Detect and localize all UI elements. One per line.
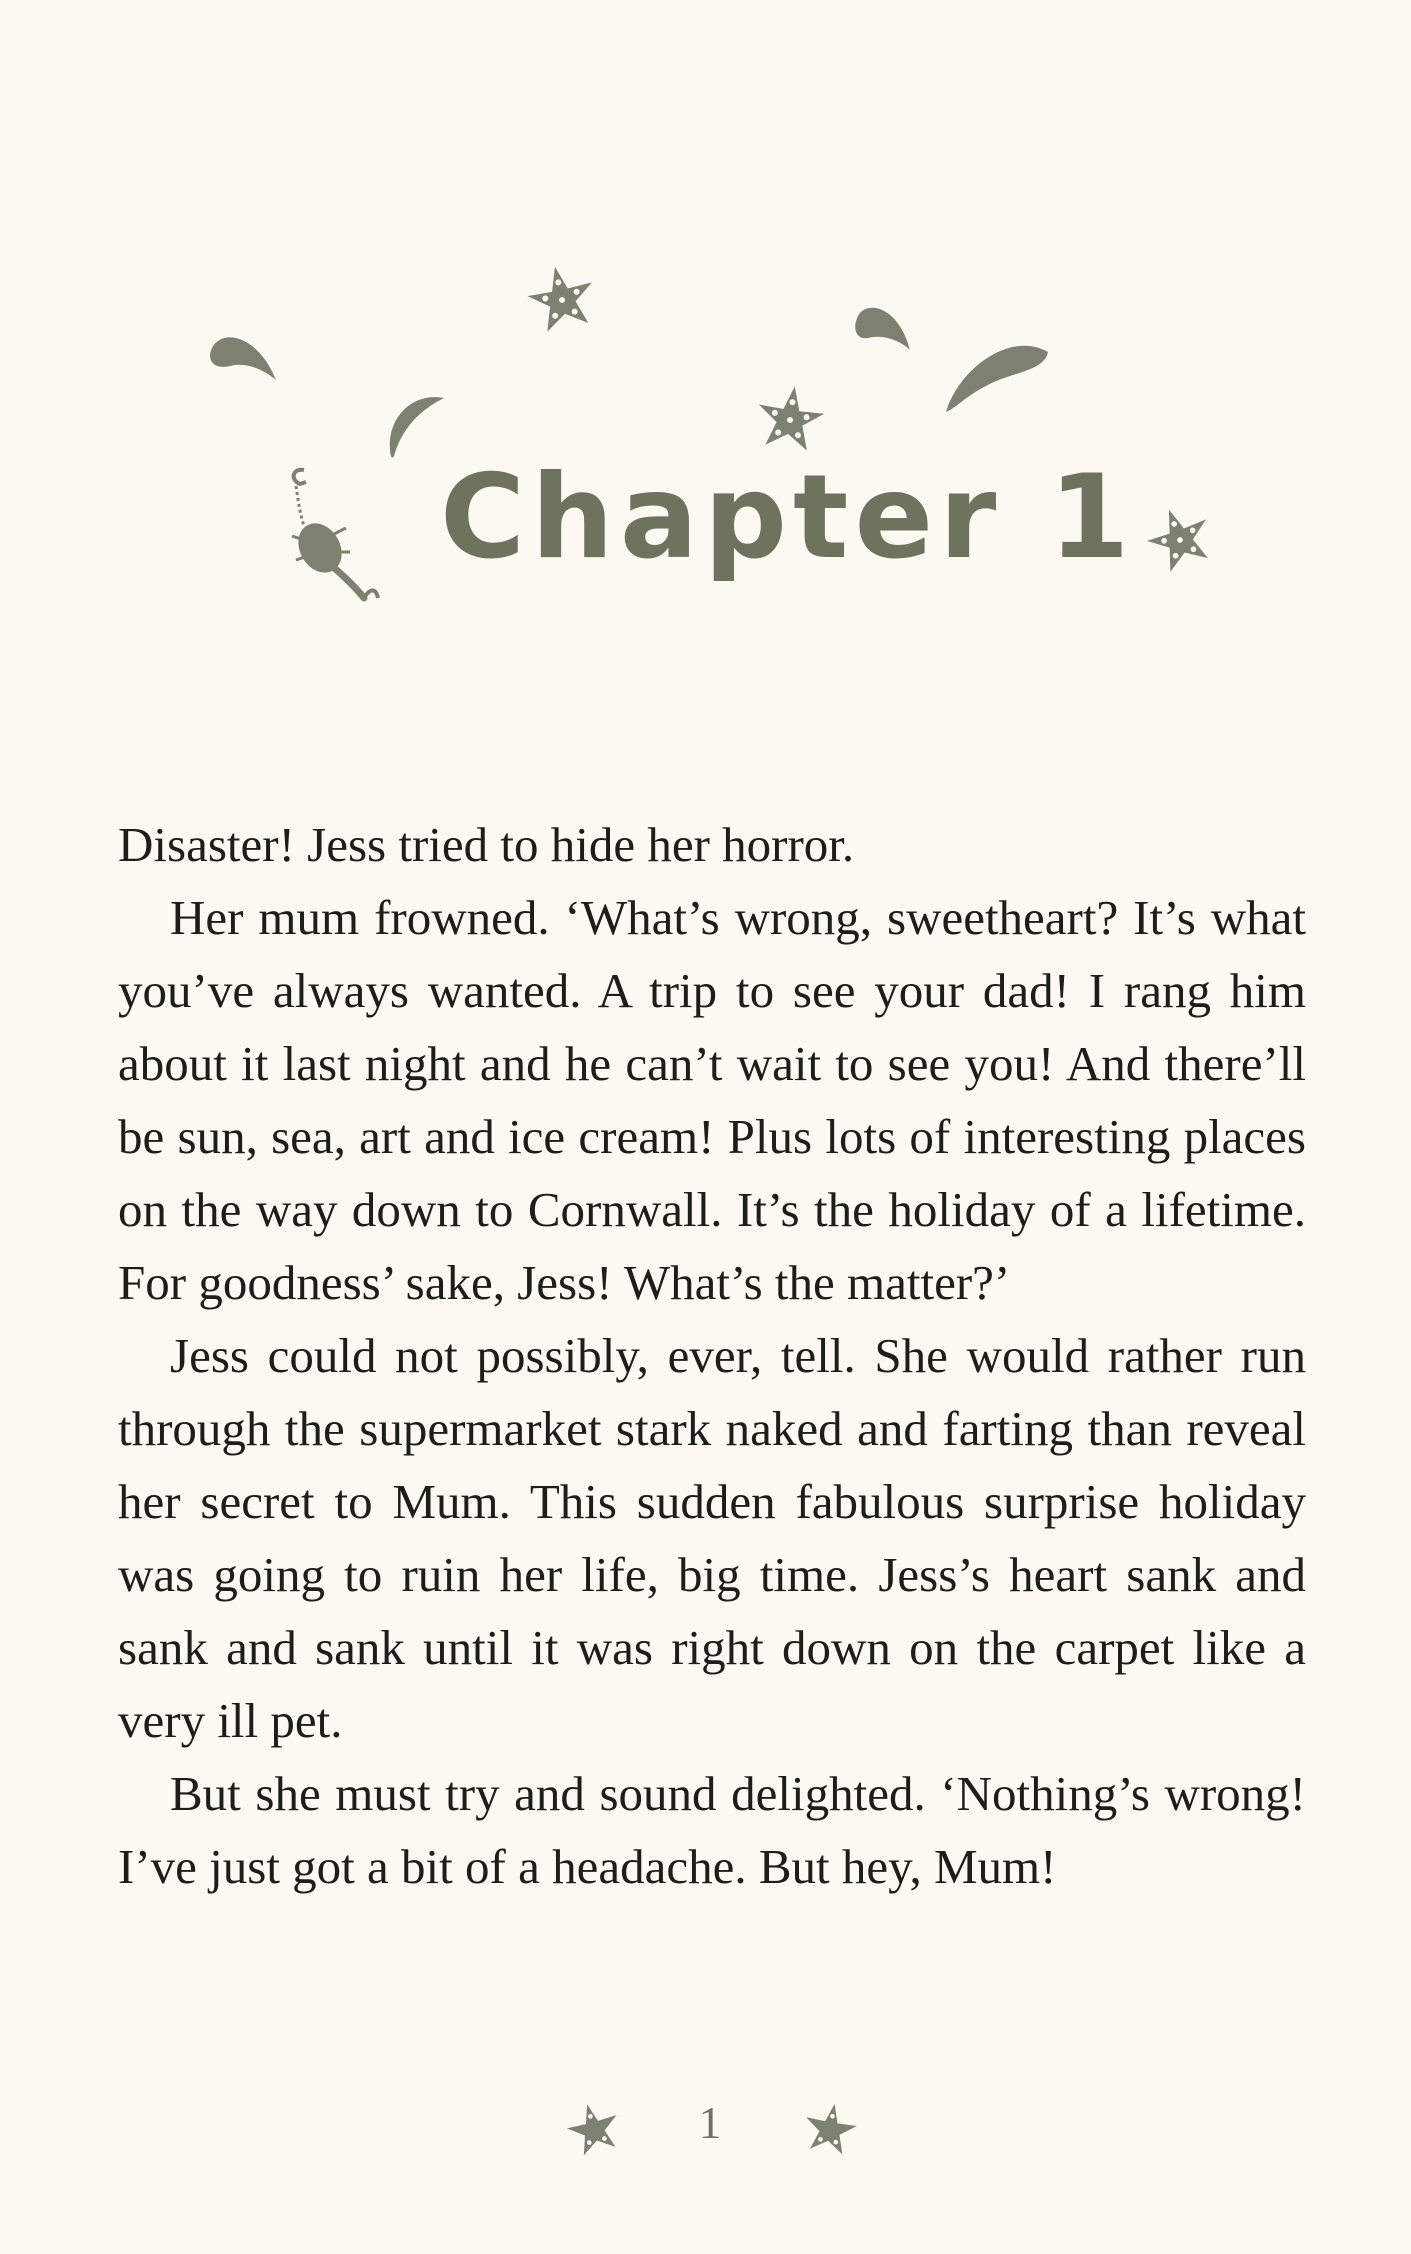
page-number: 1	[698, 2097, 722, 2148]
paragraph: Her mum frowned. ‘What’s wrong, sweetheart? It’s what you’ve always wanted. A trip to see your dad! I rang him about it last night and he can’t wait to see you! And there’ll be sun, sea, art and ice cream! Plus lots of interesting places on the way down to Cornwall. It’s the holiday of a lifetime. For goodness’ sake, Jess! What’s the matter?’	[118, 890, 1306, 1310]
starfish-icon	[562, 2098, 624, 2158]
chapter-ornaments	[0, 0, 1411, 700]
chapter-title: Chapter 1	[440, 450, 1136, 585]
paragraph: Jess could not possibly, ever, tell. She would rather run through the supermarket stark naked and farting than reveal her secret to Mum. This sudden fabulous surprise holiday was going to ruin her life, big time. Jess’s heart sank and sank and sank until it was right down on the carpet like a very ill pet.	[118, 1328, 1306, 1748]
water-drop-icon	[946, 346, 1048, 412]
starfish-icon	[753, 382, 827, 453]
chapter-body	[118, 808, 1306, 1903]
water-drop-icon	[855, 308, 910, 350]
starfish-icon	[523, 260, 600, 334]
paragraph: Disaster! Jess tried to hide her horror.	[118, 817, 855, 872]
water-drop-icon	[390, 397, 444, 457]
starfish-icon	[1139, 499, 1218, 576]
water-drop-icon	[210, 337, 276, 380]
scorpion-icon	[290, 470, 378, 598]
paragraph: But she must try and sound delighted. ‘Nothing’s wrong! I’ve just got a bit of a headache. But hey, Mum!	[118, 1766, 1306, 1894]
starfish-icon	[801, 2099, 860, 2156]
